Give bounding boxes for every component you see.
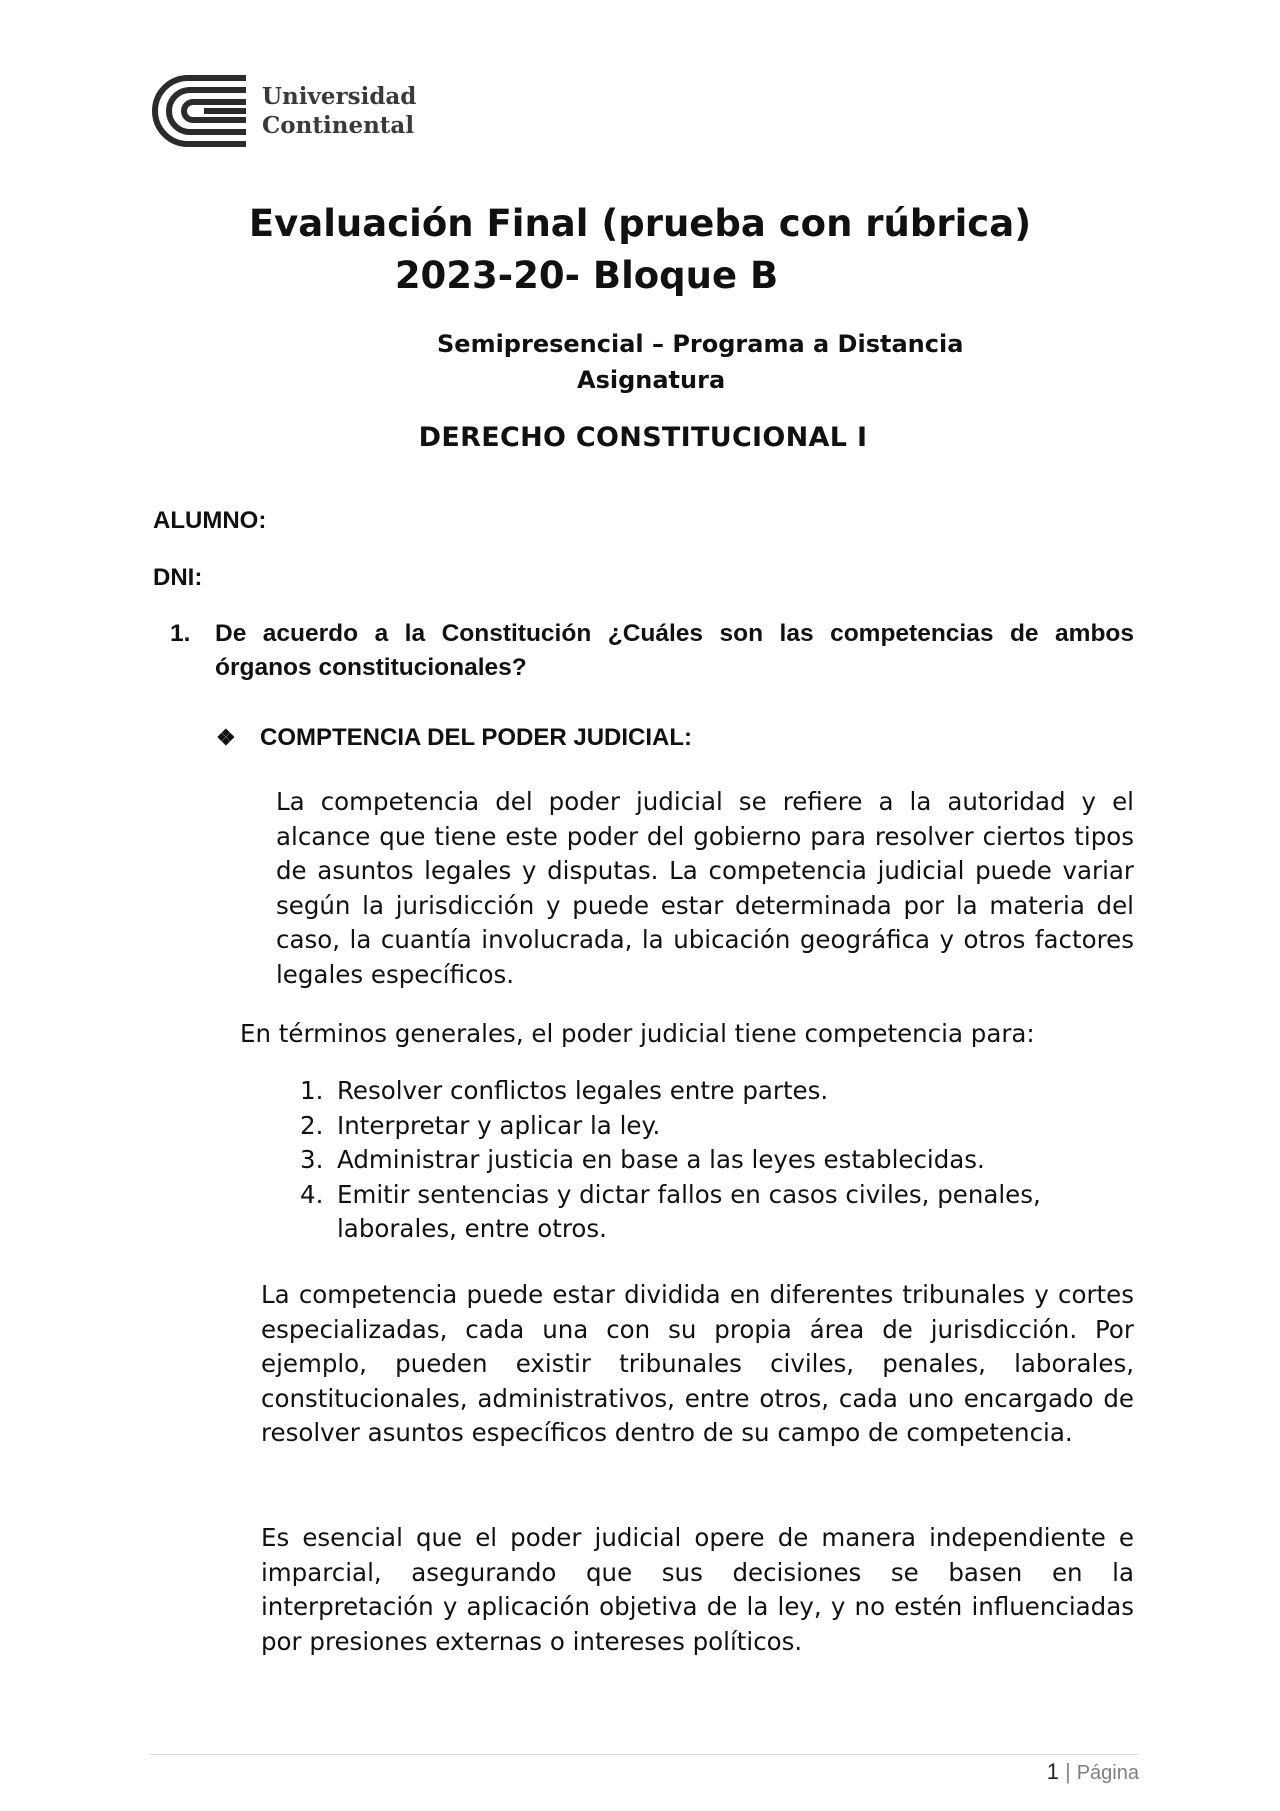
list-item-text: Administrar justicia en base a las leyes establecidas.	[337, 1145, 985, 1174]
list-item-number: 2.	[300, 1110, 324, 1140]
student-dni-label: DNI:	[153, 564, 203, 591]
list-item-text: Resolver conflictos legales entre partes.	[337, 1076, 829, 1105]
continental-c-logo-icon	[152, 74, 248, 148]
logo-line-2: Continental	[262, 112, 415, 139]
question-1	[170, 617, 1134, 685]
course-name	[0, 418, 1280, 458]
paragraph-list-intro: En términos generales, el poder judicial tiene competencia para:	[240, 1019, 1035, 1048]
list-item	[300, 1178, 1120, 1247]
list-item-number: 4.	[300, 1179, 324, 1209]
logo-line-1: Universidad	[262, 83, 417, 110]
list-item-text: Emitir sentencias y dictar fallos en casos civiles, penales, laborales, entre otros.	[337, 1179, 1041, 1243]
question-text: De acuerdo a la Constitución ¿Cuáles son las competencias de ambos órganos constitucionales?	[215, 620, 1134, 681]
list-item-number: 1.	[300, 1076, 324, 1105]
page-footer	[1047, 1757, 1139, 1788]
course-title: DERECHO CONSTITUCIONAL I	[418, 422, 868, 453]
modality-line: Semipresencial – Programa a Distancia	[437, 330, 964, 358]
title-line-2: 2023-20- Bloque B	[394, 254, 779, 297]
university-logo	[152, 74, 416, 148]
document-title	[0, 198, 1280, 302]
competence-list	[300, 1074, 1120, 1247]
list-item-text: Interpretar y aplicar la ley.	[337, 1110, 661, 1140]
paragraph-definition: La competencia del poder judicial se refiere a la autoridad y el alcance que tiene este poder del gobierno para resolver ciertos tipos de asuntos legales y disputas. La competencia judicial puede variar según la jurisdicción y puede estar determinada por la materia del caso, la cuantía involucrada, la ubicación geográfica y otros factores legales específicos.	[276, 787, 1134, 989]
section-heading-text: COMPTENCIA DEL PODER JUDICIAL:	[260, 724, 693, 751]
diamond-bullet-icon: ❖	[216, 725, 236, 750]
logo-wordmark	[262, 82, 416, 140]
student-name-label: ALUMNO:	[153, 507, 267, 534]
footer-separator: |	[1065, 1759, 1071, 1784]
question-number: 1.	[170, 620, 191, 647]
section-heading	[216, 722, 692, 754]
title-line-1: Evaluación Final (prueba con rúbrica)	[248, 202, 1032, 245]
list-item	[300, 1143, 1120, 1178]
list-item	[300, 1109, 1120, 1144]
paragraph-independence: Es esencial que el poder judicial opere de manera independiente e imparcial, asegurando que sus decisiones se basen en la interpretación y aplicación objetiva de la ley, y no estén influenciadas por presiones externas o intereses políticos.	[261, 1523, 1134, 1656]
list-item-number: 3.	[300, 1145, 324, 1174]
footer-divider	[150, 1754, 1138, 1755]
page-word: Página	[1076, 1762, 1139, 1784]
subject-label: Asignatura	[577, 366, 726, 394]
page-number: 1	[1046, 1759, 1059, 1784]
list-item	[300, 1074, 1120, 1109]
paragraph-tribunals: La competencia puede estar dividida en diferentes tribunales y cortes especializadas, cada una con su propia área de jurisdicción. Por ejemplo, pueden existir tribunales civiles, penales, laborales, constitucionales, administrativos, entre otros, cada uno encargado de resolver asuntos específicos dentro de su campo de competencia.	[261, 1280, 1134, 1447]
